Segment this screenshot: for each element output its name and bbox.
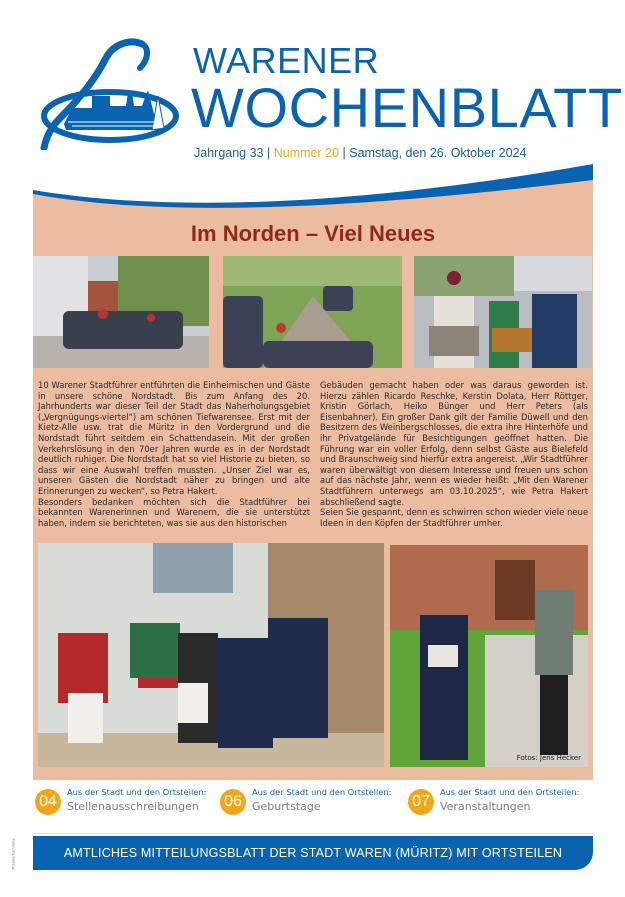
separator: | — [342, 146, 346, 160]
separator: | — [267, 146, 271, 160]
page-number-badge: 06 — [220, 789, 246, 815]
article-photo — [38, 543, 384, 767]
masthead-title: WOCHENBLATT — [191, 76, 623, 139]
article-column-right — [320, 380, 588, 528]
masthead-title-top: WARENER — [193, 40, 380, 81]
page-number-badge: 04 — [35, 789, 61, 815]
photo-credit: Fotos: Jens Hecker — [516, 754, 581, 762]
article-photo — [414, 256, 592, 368]
article-photo — [390, 545, 588, 767]
teaser-kicker: Aus der Stadt und den Ortsteilen: — [67, 787, 207, 797]
teaser-topic: Veranstaltungen — [440, 800, 531, 813]
teaser-kicker: Aus der Stadt und den Ortsteilen: — [440, 787, 580, 797]
article-headline: Im Norden – Viel Neues — [190, 221, 436, 246]
issue-date: Samstag, den 26. Oktober 2024 — [349, 146, 527, 160]
article-column-left — [38, 380, 310, 528]
side-note-text: Postwurfsendung — [11, 838, 16, 870]
article-photo — [223, 256, 402, 368]
divider — [33, 833, 593, 834]
issue-number: Nummer 20 — [273, 146, 340, 160]
issue-info — [194, 146, 526, 160]
teaser-topic: Geburtstage — [252, 800, 321, 813]
page-number-badge: 07 — [408, 789, 434, 815]
teaser-topic: Stellenausschreibungen — [67, 800, 199, 813]
article-paragraph: Seien Sie gespannt, denn es schwirren schon wieder viele neue Ideen in den Köpfen der Stadtführer umher. — [320, 507, 588, 528]
article-paragraph: 10 Warener Stadtführer entführten die Einheimischen und Gäste in unsere schöne Nordstadt. Bis zum Anfang des 20. Jahrhunderts war dieser Teil der Stadt das Naherholungsgebiet („Vergnügungs-viertel“) am schönen Tiefwarensee. Erst mit der Kietz-Alle usw. trat die Müritz in den Vordergrund und die Nordstadt führt seitdem ein Schattendasein. Mit der großen Verkehrslösung in den 70er Jahren wurde es in der Nordstadt deutlich ruhiger. Die Nordstadt hat so viel Historie zu bieten, so dass wir eine Auswahl treffen mussten. „Unser Ziel war es, unseren Gästen die Nordstadt näher zu bringen und alte Erinnerungen zu wecken“, so Petra Hakert. — [38, 380, 310, 496]
teaser-kicker: Aus der Stadt und den Ortsteilen: — [252, 787, 392, 797]
side-note — [11, 836, 22, 876]
swan-town-logo-icon — [32, 38, 182, 150]
article-paragraph: Besonders bedanken möchten sich die Stadtführer bei bekannten Warenerinnen und Warenern, die sie unterstützt haben, indem sie berichteten, was sie aus den historischen — [38, 496, 310, 528]
volume: Jahrgang 33 — [194, 146, 264, 160]
article-paragraph: Gebäuden gemacht haben oder was daraus geworden ist. Hierzu zählen Ricardo Reschke, Kerstin Dolata, Herr Röttger, Kristin Görlach, Heiko Bünger und Herr Peters (als Eisenbahner). Ein großer Dank gilt der Familie Düwell und den Besitzern des Weinbergschlosses, die extra ihre Hinterhöfe und ihr Privatgelände für Besichtigungen geöffnet hatten. Die Führung war ein voller Erfolg, denn selbst Gäste aus Bielefeld und Braunschweig sind hierfür extra angereist. „Wir Stadtführer waren überwältigt von diesem Interesse und freuen uns schon auf das nächste Jahr, wenn es wieder heißt: „Mit den Warener Stadtführern unterwegs am 03.10.2025“, wie Petra Hakert abschließend sagte. — [320, 380, 588, 507]
footer-text: AMTLICHES MITTEILUNGSBLATT DER STADT WAREN (MÜRITZ) MIT ORTSTEILEN — [63, 846, 563, 860]
article-photo — [33, 256, 209, 368]
